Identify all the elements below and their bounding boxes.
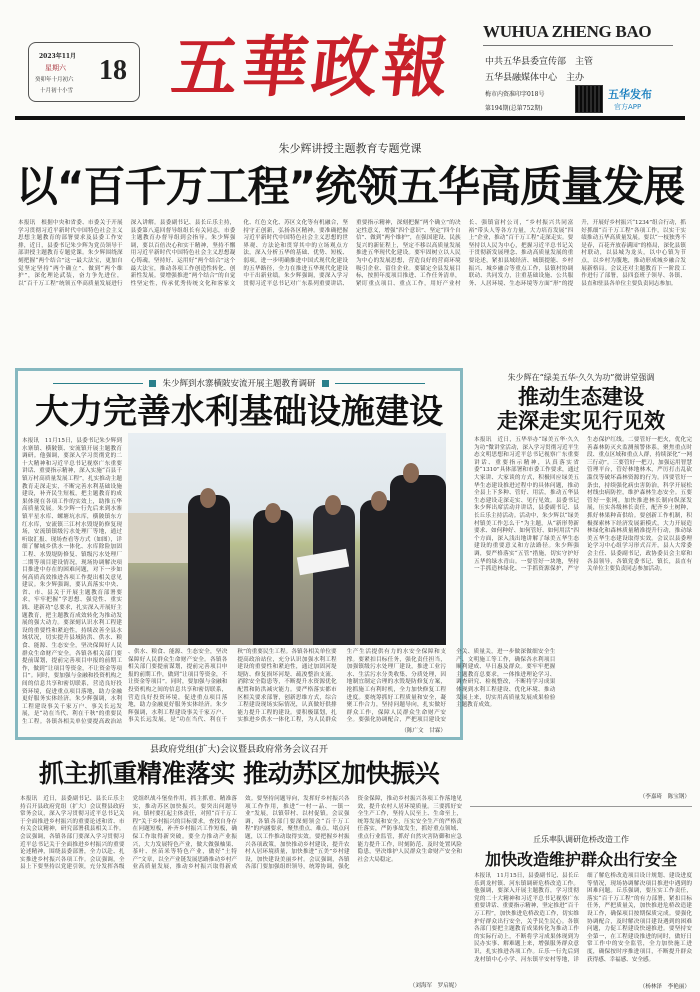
person-head bbox=[200, 488, 216, 508]
date-box bbox=[28, 42, 140, 102]
water-kicker-row bbox=[15, 377, 463, 389]
water-body-lead: 本报讯 11月15日，县委书记朱少辉到水寨镇、横陂镇、安流镇开展主题教育调研。他强调，要深入学习贯彻党的二十大精神和习近平总书记视察广东重要讲话、重要指示精神，深入实施“百县千镇万村高质量发展工程”，扎实推动主题教育走深走实，不断完善水利基础设施建设，补齐民生短板，把主题教育的成果体现在各项工作的实效上，助推五华高质量发展。朱少辉一行先后来到水寨镇平星水库、螺塘坑水库，横陂镇东方红水库，安流镇三江村水毁堤防修复现场，安流镇镇级污水处理厂等地，通过听取汇报、现场查看等方式（如图），详细了解城乡供水一体化、水库除险加固工程、水毁堤防修复、镇级污水处理厂二期等项目建设情况，现场协调解决项目推进中存在的困难问题，对下一步如何高质高效推进各项工作提出相关意见建议。朱少辉强调，要认真落实中央、省、市、县关于开展主题教育部署要求，牢牢把握“学思想、强党性、重实践、建新功”总要求，扎实深入开展好主题教育，把主题教育成效转化为推动发展的强大动力。要深刻认识水利工程建设的重要性和紧迫性，持续改善全县水域状况，切实提升县域防洪、供水、粮食、能源、生态安全，坚决保障好人民群众生命财产安全。各镇各相关部门要提前谋划，提前完善项目申报的前期工作，做到“让项目等资金，不让资金等项目”。同时，要加强与金融和投资机构之间的信息共享和密切联系，营造良好投资环境，促进重点项目落地，助力金融更好服务实体经济。朱少辉强调，水利工程建设事关千家万户、事关长远发展，是“功在当代、利在千秋”的重要民生工程。各镇各相关单位要提高政治站 bbox=[22, 438, 122, 725]
divider-line bbox=[335, 383, 425, 385]
day-number: 18 bbox=[99, 55, 127, 86]
eco-body: 本报讯 近日，五华举办“绿美五华·久久为功”微讲堂活动，深入学习贯彻习近平生态文明思想和习近平总书记视察广东重要讲话、重要指示精神，认真落实省委“1310”具体部署和市委工作要求，通过大家讲、大家谈的方式，积极回应绿美五华生态建设推进过程中的具体问题，推动全县上下多种、管好、用活，推动五华县生态建设走深走实、见行见效。县委书记朱少辉出席活动并讲话，县委副书记、县长丘乐主持活动。活动中，朱少辉以“绿美村镇美工作怎么干”为主题，从“新形势新要求、如何种好、如何管好、如何用活”四个方面，深入浅出地讲解了绿美五华生态建设的重要意义和方法路径。朱少辉强调，要严格落实“五管”措施，切实守护好五华的绿水青山。一要管好一块地，坚持一手抓造林绿化、一手抓资源保护，严守生态保护红线。二要管好一把火，优化完善森林防灭火监测预警体系，聚焦重点时段、重点区域和重点人群，持续深化“一网三行动”。三要管好一把刀，加强运用智慧管理平台，管好林地林木，严厉打击乱砍滥伐等破坏森林资源的行为。四要管好一条虫，持续强化病虫害防治，科学开展松材线虫病防控，维护森林生态安全。五要管好一张网，加快推进林长制向纵深发展，压实各级林长责任，配齐乡土树种，抓好林果种苗供给。要创新工作机制，积极探索林下经济发展新模式，大力开展造林绿化和森林质量精准提升行动，推动绿美五华生态建设取得实效。会议以县委理论学习中心组学习形式召开，县人大常委会主任、县委副书记，政协委员会主席和各县领导，各镇党委书记、镇长，县直有关单位主要负责同志参加活动。 bbox=[474, 437, 692, 573]
water-body-continued-text: 、供水、粮食、能源、生态安全，坚决保障好人民群众生命财产安全。各镇各相关部门要提前谋划，提前完善项目申报的前期工作，做到“让项目等资金，不让资金等项目”。同时，要加强与金融和投资机构之间的信息共享和密切联系，营造良好投资环境，促进重点项目落地，助力金融更好服务实体经济。朱少辉强调，水利工程建设事关千家万户、事关长远发展，是“功在当代、利在千秋”的重要民生工程。各镇各相关单位要提高政治站位，充分认识加强水利工程建设的重要性和紧迫性，通过加固河堤堤防、修复损坏河堤、疏浚整治支流、消除安全隐患等，不断提升水资源优化配置和防洪减灾能力。要严格落实都市区相关要求部署，创新思维方式，综合工程建设现场实际情况，认真做好供排能力提升工程的建设。要积极谋划，扎实推进乡供水一体化工程，为人民群众生产生活提供有力的水安全保障和支撑。要紧扣目标任务，强化责任担当，加强镇级污水处理厂建设，推进工业污水、生活污水分类收集、分质处理，因地制宜制定合理的水毁堤防修复方案，抢抓施工有利时机，全力加快修复工程进度。要统筹抓好工程质量和安全，凝聚工作合力，坚持问题导向，扎实做好群众工作，保障人民群众生命财产安全。要强化协调配合，严把项目建设安全关、质量关，进一步做深做细安全生产、文明施工等工作，确保各水利项目顺利建成、早日惠及群众。要牢牢把握主题教育总要求，一体推进理论学习、调查研究、检视整改，不断将学习成果体现到水利工程建设、优化环境、推动发展上来，切实用高质量发展成果检验主题教育成效。 bbox=[128, 649, 556, 724]
inspection-photo bbox=[128, 433, 446, 645]
water-kicker: 朱少辉到水寨横陂安流开展主题教育调研 bbox=[162, 379, 316, 389]
masthead-divider bbox=[15, 116, 685, 120]
solar-term: 十月初十小雪 bbox=[40, 88, 74, 94]
eco-credit: （李嘉琦 陈宝钢） bbox=[639, 794, 690, 800]
app-name: 五华发布 bbox=[608, 88, 652, 101]
lead-body: 本报讯 根据中央和省委、市委关于开展学习贯彻习近平新时代中国特色社会主义思想主题教育的部署要求及县委工作安排，近日，县委书记朱少辉为党员领导干部讲授主题教育专题党课。朱少辉围绕深刻把握“两个结合”这一最大法宝，更加自觉坚定坚持“两个确立”、做到“两个维护”，深化理论武装，奋力争先进位，以“百千万工程”统领五华高质量发展进行深入讲解。县委副书记、县长丘乐主持，县委第八巡回督导组组长有关同志，市委主题教育办督导组到会指导。朱少辉强调，要以百倍决心和实干精神，坚持不懈用习近平新时代中国特色社会主义思想凝心铸魂，坚持好、运用好“两个结合”这个最大法宝，推动各项工作创造性转化、创新性发展。要增强推进“两个结合”的自觉性坚定性，传承优秀传统文化和客家文化、红色文化、苏区文化等有机融合，坚持守正创新，弘扬各区精神。要准确把握习近平新时代中国特色社会主义思想的世界观、方法论和贯穿其中的立场观点方法，深入分析五华的基础、优势、短板、弱项，进一步明确推进中国式现代化建设的五华路径，全力在推进五华现代化建设中干出新业绩。朱少辉强调，要深入学习贯彻习近平总书记对广东系列重要讲话、重要指示精神，深刻把握“两个确立”的决定性意义，增强“四个意识”、坚定“四个自信”、做到“两个维护”，在强国建设、民族复兴的新征程上，坚定不移以高质量发展推进五华现代化建设。要牢固树立以人民为中心的发展思想，营造良好的营商环境吸引企业、留住企业。要锚定全县发展目标，按照年度项目推进、工作任务清单，紧盯重点项目、重点工作，用好产业村长、强镇富村公司，“乡村振兴共同富裕”带头人等各方力量，大力培育发展“四上”企业，推动“百千万工程”走深走实。要坚持以人民为中心，把握习近平总书记关于贯彻新发展理念、推动高质量发展的重要论述，紧扣县域经济、城镇提能、乡村振兴、城乡融合等重点工作，县镇村协调联动、共同发力，注重基础设施、公共服务、人居环境、生态环境等方面“形”的提升，开展好乡村振兴“1234”组合行动，抓好抓细“百千万工程”各项工作，以实干实绩推动五华高质量发展。要以“一枝独秀不是春，百花齐放春满园”的格局，深化县镇村联动，以县城为龙头，以中心镇为节点，以乡村为腹地，推动形成城乡融合发展新格局。会议还对主题教育下一阶段工作进行了部署，县四套班子领导、各镇、县直和驻县各单位主要负责同志参加。 bbox=[18, 220, 686, 287]
qr-code-icon[interactable] bbox=[576, 86, 602, 112]
app-label: 官方APP bbox=[614, 103, 642, 111]
newspaper-logo: 五華政報 bbox=[167, 28, 457, 106]
square-marker bbox=[149, 380, 156, 387]
section-divider bbox=[470, 806, 692, 807]
print-permit: 梅市内资准印字018号 bbox=[485, 91, 545, 98]
person-head bbox=[371, 491, 387, 511]
water-credit: （陈广文 甘霖） bbox=[401, 728, 446, 734]
gov-kicker: 县政府党组(扩大)会议暨县政府常务会议召开 bbox=[149, 745, 329, 755]
person bbox=[313, 505, 355, 645]
person-head bbox=[265, 503, 281, 523]
eco-kicker: 朱少辉在“绿美五华·久久为功”微讲堂强调 bbox=[507, 373, 655, 382]
divider-line bbox=[53, 383, 143, 385]
lunar-date: 癸卯年十月初六 bbox=[35, 77, 74, 83]
road-body: 本报讯 11月15日，县委副书记、县长丘乐到龙村镇、河东镇调研危桥改造工作。他强调，要深入开展主题教育，学习贯彻党的二十大精神和习近平总书记视察广东重要讲话、重要指示精神，坚定推进“百千万工程”，加快推进危桥改造工作，切实维护好群众出行安全，关乎民生民心。各镇各部门要把主题教育成果转化为推动工作的实际行动上，不断将学习成果体现到为民办实事、解难题上来，增强服务群众意识，扎实推进各项工作。丘乐一行先后到龙村镇中心小学、河东镇平安村等地，详细了解危桥改造项目设计规划、建设进度等情况，现场协调解决项目推进中遇到的困难问题。丘乐强调，要压实工作责任，落实“百千万工程”的有力部署，紧扣目标任务，严把质量关，加快推进危桥改造建设工作，确保项目按期保质完成。要强化协调配合，及时解决项目建设遇到的困难问题，力促工程建设快速推进。要坚持安全第一，在工程建设推进的同时，做好日常工作中的安全监管，全力加快施工进度，确保按时序推进项目，不断提升群众获得感、幸福感、安全感。 bbox=[474, 873, 692, 963]
lead-headline: 以“百千万工程”统领五华高质量发展 bbox=[15, 162, 685, 211]
eco-headline-2: 走深走实见行见效 bbox=[497, 408, 665, 433]
square-marker bbox=[322, 380, 329, 387]
water-headline: 大力完善水利基础设施建设 bbox=[35, 392, 443, 432]
gov-headline: 抓主抓重精准落实 推动苏区加快振兴 bbox=[38, 759, 440, 788]
issue-number: 第194期(总第752期) bbox=[485, 105, 543, 112]
person bbox=[188, 495, 230, 645]
gov-credit: （刘海军 罗启妮） bbox=[409, 983, 460, 989]
person-head bbox=[403, 463, 419, 483]
road-headline: 加快改造维护群众出行安全 bbox=[484, 850, 677, 869]
water-body-continued bbox=[128, 649, 556, 725]
weekday: 星期六 bbox=[45, 64, 66, 72]
supervisor: 中共五华县委宣传部 主管 bbox=[485, 57, 594, 67]
person bbox=[390, 475, 446, 645]
building bbox=[128, 513, 188, 563]
sponsor: 五华县融媒体中心 主办 bbox=[485, 73, 585, 83]
date-year-month: 2023年11月 bbox=[39, 53, 77, 60]
english-name: WUHUA ZHENG BAO bbox=[483, 22, 673, 46]
gov-body: 本报讯 近日，县委副书记、县长丘乐主持召开县政府党组（扩大）会议暨县政府常务会议，深入学习贯彻习近平总书记关于全面推进乡村振兴的重要论述和省、市有关会议精神，研究部署我县相关工作。会议强调，各镇各部门要深入学习贯彻习近平总书记关于全面推进乡村振兴的重要论述精神，围绕县委部署，全力以赴、扎实推进乡村振兴各项工作。会议强调，全县上下要坚持以党建引领，充分发挥各级党组织战斗堡垒作用，抓主抓重、精准落实，推动苏区加快振兴。要突出问题导向，镇村要扛起主体责任，对照“百千万工程”关于乡村振兴的目标要求，查找自身存在问题短板，补齐乡村振兴工作短板，确保工作取得新突破。要全力推动产业振兴，大力发展特色产业，做大做强柚果、茶叶、丝苗米等特色产业，做好“土特产”文章，以全产业链发展思路推动乡村产业高质量发展，推动乡村振兴取得新成效。要坚持问题导向，发挥好乡村振兴各项工作作用，推进“一村一品、一镇一业”发展，以镇带村、以村促镇。会议强调，各镇各部门要深刻领会“百千万工程”的内涵要求，聚焦重点、难点、堵点问题，以工作推动取得实效。要把握乡村振兴各项政策，加快推动乡村建设，提升农村人居环境质量，加快推进“五美”乡村建设，加快建设美丽乡村。会议强调，各镇各部门要加强组织领导，统筹协调，强化资金保障，推动乡村振兴各项工作落地见效，提升农村人居环境质量。三要抓好安全生产工作，坚持人民至上、生命至上，统筹发展和安全，压实安全生产的严格责任落实，严防事故发生，抓好重点领域、重点行业监管，抓好自然灾害防御和应急能力提升工作，时刻防范、及时处置风险隐患，坚决维护人民群众生命财产安全和社会大局稳定。 bbox=[20, 796, 462, 871]
eco-headline-1: 推动生态建设 bbox=[518, 384, 644, 409]
lead-kicker: 朱少辉讲授主题教育专题党课 bbox=[278, 142, 422, 155]
road-credit: （杨林泽 李艳丽） bbox=[639, 984, 690, 990]
person-head bbox=[325, 495, 341, 515]
road-kicker: 丘乐率队调研危桥改造工作 bbox=[533, 835, 629, 844]
person bbox=[253, 510, 293, 645]
